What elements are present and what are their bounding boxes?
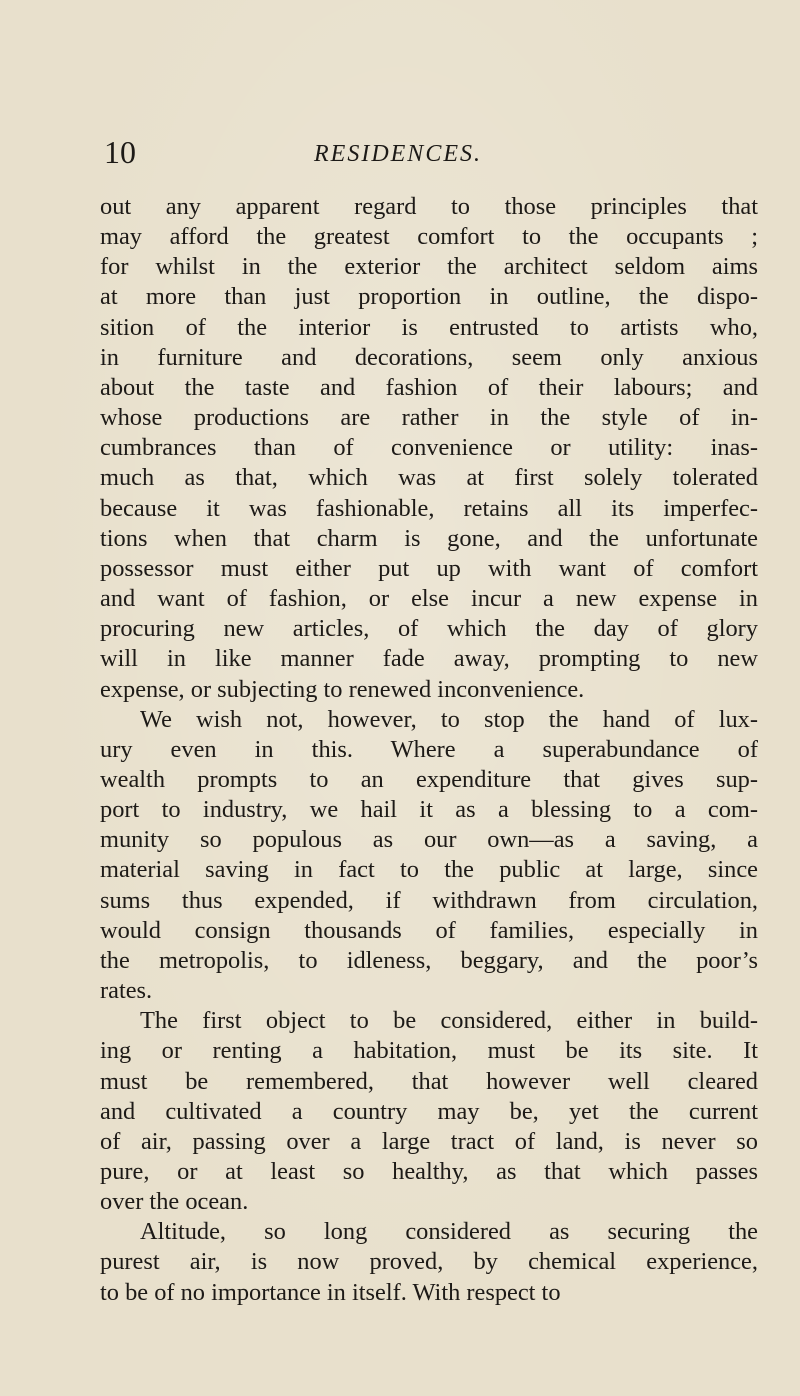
- paragraph: [100, 1006, 758, 1217]
- text-line: expense, or subjecting to renewed inconvenience.: [100, 675, 585, 703]
- text-line: will in like manner fade away, prompting to new: [100, 645, 758, 673]
- running-head: RESIDENCES.: [314, 141, 482, 167]
- paragraph: [100, 192, 758, 705]
- text-line: port to industry, we hail it as a blessing to a com-: [100, 796, 758, 824]
- text-line: at more than just proportion in outline, the dispo-: [100, 283, 758, 311]
- text-line: whose productions are rather in the style of in-: [100, 404, 758, 432]
- text-line: about the taste and fashion of their labours; and: [100, 373, 758, 401]
- text-line: The first object to be considered, either in build-: [140, 1007, 758, 1035]
- text-line: much as that, which was at first solely tolerated: [100, 464, 758, 492]
- text-line: procuring new articles, of which the day of glory: [100, 615, 758, 643]
- text-line: over the ocean.: [100, 1188, 249, 1216]
- page-number: 10: [104, 134, 136, 170]
- text-line: wealth prompts to an expenditure that gives sup-: [100, 765, 758, 793]
- text-line: for whilst in the exterior the architect seldom aims: [100, 253, 758, 281]
- text-line: because it was fashionable, retains all its imperfec-: [100, 494, 758, 522]
- text-line: cumbrances than of convenience or utility: inas-: [100, 434, 758, 462]
- text-line: the metropolis, to idleness, beggary, and the poor’s: [100, 946, 758, 974]
- body-text: [100, 192, 758, 1308]
- text-line: and cultivated a country may be, yet the current: [100, 1097, 758, 1125]
- text-line: sums thus expended, if withdrawn from circulation,: [100, 886, 758, 914]
- text-line: rates.: [100, 977, 153, 1005]
- text-line: material saving in fact to the public at large, since: [100, 856, 758, 884]
- text-line: Altitude, so long considered as securing the: [140, 1218, 758, 1246]
- text-line: munity so populous as our own—as a saving, a: [100, 826, 758, 854]
- text-line: ury even in this. Where a superabundance of: [100, 735, 758, 763]
- text-line: pure, or at least so healthy, as that which passes: [100, 1158, 758, 1185]
- page-header: [104, 132, 750, 172]
- text-line: possessor must either put up with want of comfort: [100, 554, 758, 582]
- text-line: to be of no importance in itself. With respect to: [100, 1278, 561, 1306]
- text-line: We wish not, however, to stop the hand of lux-: [140, 705, 758, 733]
- text-line: would consign thousands of families, especially in: [100, 916, 758, 944]
- text-line: and want of fashion, or else incur a new expense in: [100, 585, 758, 613]
- text-line: tions when that charm is gone, and the unfortunate: [100, 524, 758, 552]
- paragraph: [100, 1217, 758, 1307]
- text-line: ing or renting a habitation, must be its site. It: [100, 1037, 758, 1065]
- paragraph: [100, 705, 758, 1007]
- text-line: must be remembered, that however well cleared: [100, 1067, 758, 1095]
- text-line: of air, passing over a large tract of land, is never so: [100, 1127, 758, 1155]
- text-line: in furniture and decorations, seem only anxious: [100, 343, 758, 371]
- text-line: purest air, is now proved, by chemical experience,: [100, 1248, 758, 1276]
- text-line: out any apparent regard to those principles that: [100, 193, 758, 220]
- text-line: sition of the interior is entrusted to artists who,: [100, 313, 758, 341]
- text-line: may afford the greatest comfort to the occupants ;: [100, 223, 758, 251]
